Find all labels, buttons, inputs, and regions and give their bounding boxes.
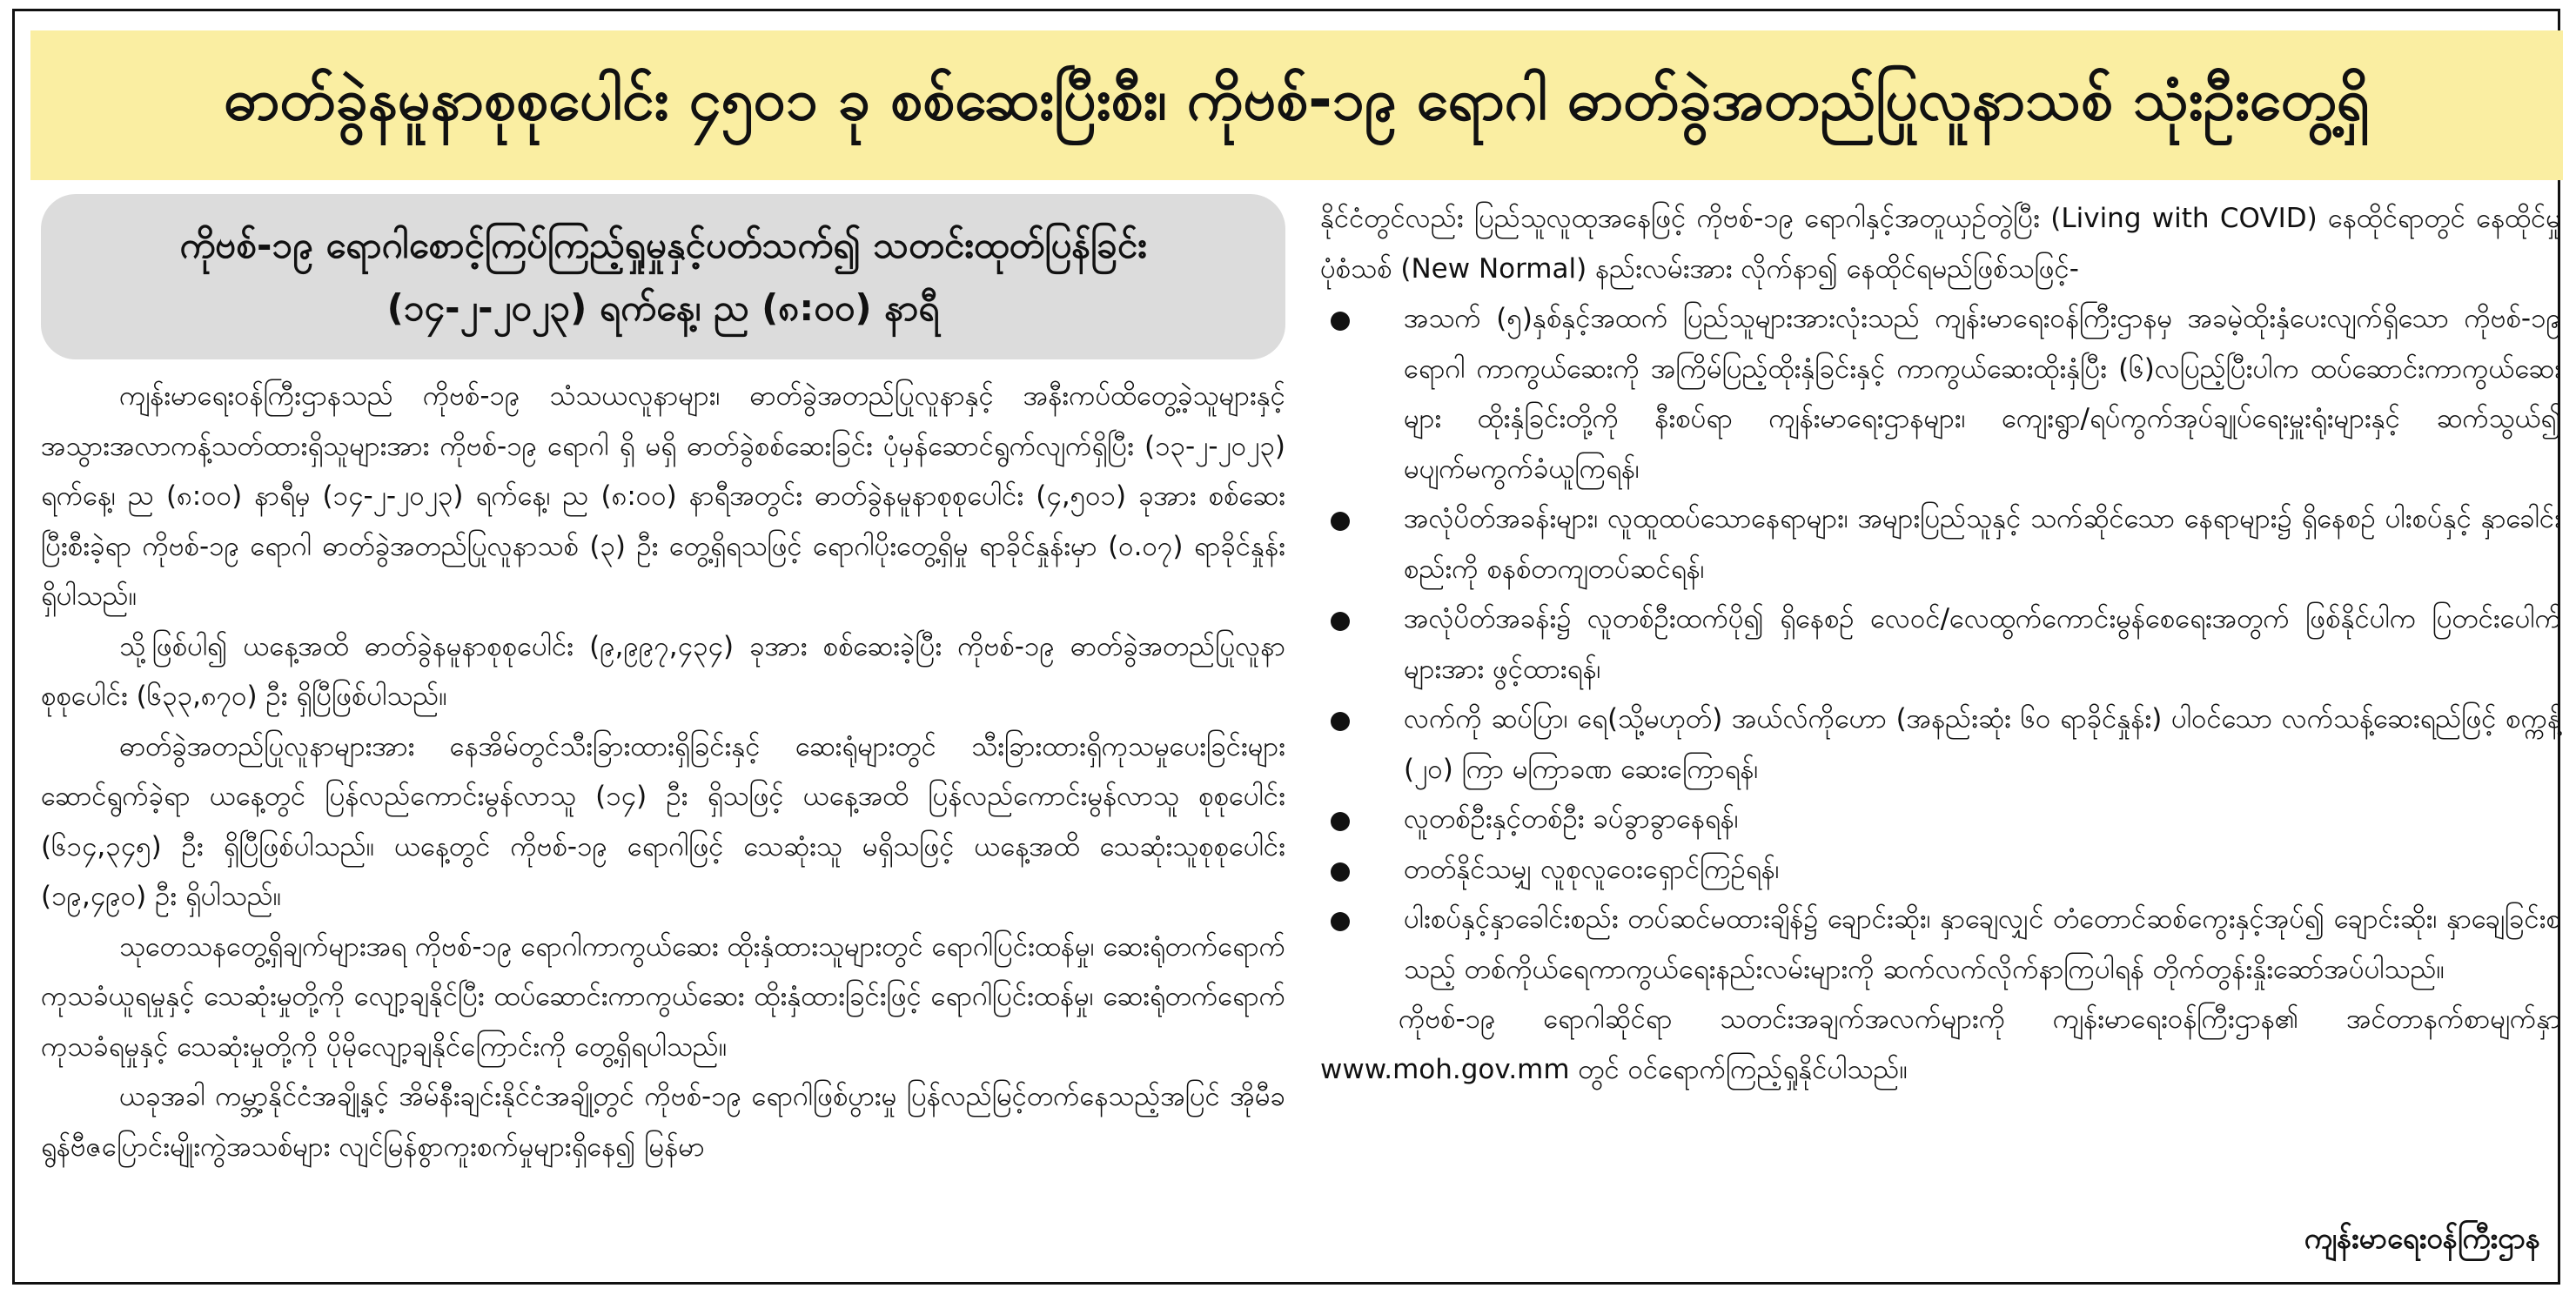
signature-ministry: ကျန်းမာရေးဝန်ကြီးဌာန [2304,1221,2540,1255]
paragraph-current-situation: ယခုအခါ ကမ္ဘာ့နိုင်ငံအချို့နှင့် အိမ်နီးချင်းနိုင်ငံအချို့တွင် ကိုဗစ်-၁၉ ရောဂါဖြစ်ပွားမှု ပြန်လည်မြင့်တက်နေသည့်အပြင် အိုမီခရွန်ဗီဇပြောင်းမျိုးကွဲအသစ်များ လျင်မြန်စွာကူးစက်မှုများရှိနေ၍ မြန်မာ [41,1081,1285,1163]
list-item [1320,845,2561,896]
list-item [1320,694,2561,795]
list-item-text: လက်ကို ဆပ်ပြာ၊ ရေ(သို့မဟုတ်) အယ်လ်ကိုဟော (အနည်းဆုံး ၆၀ ရာခိုင်နှုန်း) ပါဝင်သော လက်သန့်ဆေးရည်ဖြင့် စက္ကန့် (၂၀) ကြာ မကြာခဏ ဆေးကြောရန်၊ [1404,703,2561,785]
list-item [1320,795,2561,845]
list-item-text: ပါးစပ်နှင့်နှာခေါင်းစည်း တပ်ဆင်မထားချိန်၌ ချောင်းဆိုး၊ နှာချေလျှင် တံတောင်ဆစ်ကွေးနှင့်အုပ်၍ ချောင်းဆိုး၊ နှာချေခြင်းစသည့် တစ်ကိုယ်ရေကာကွယ်ရေးနည်းလမ်းများကို ဆက်လက်လိုက်နာကြပါရန် တိုက်တွန်းနှိုးဆော်အပ်ပါသည်။ [1404,903,2561,985]
paragraph-living-with-covid: နိုင်ငံတွင်လည်း ပြည်သူလူထုအနေဖြင့် ကိုဗစ်-၁၉ ရောဂါနှင့်အတူယှဉ်တွဲပြီး (Living with COVID) နေထိုင်ရာတွင် နေထိုင်မှုပုံစံသစ် (New Normal) နည်းလမ်းအား လိုက်နာ၍ နေထိုင်ရမည်ဖြစ်သဖြင့်- [1320,203,2561,285]
list-item-text: အလုံပိတ်အခန်း၌ လူတစ်ဦးထက်ပို၍ ရှိနေစဉ် လေဝင်/လေထွက်ကောင်းမွန်စေရေးအတွက် ဖြစ်နိုင်ပါက ပြတင်းပေါက်များအား ဖွင့်ထားရန်၊ [1404,603,2561,685]
bullet-icon [1331,812,1350,831]
paragraph-testing: ကျန်းမာရေးဝန်ကြီးဌာနသည် ကိုဗစ်-၁၉ သံသယလူနာများ၊ ဓာတ်ခွဲအတည်ပြုလူနာနှင့် အနီးကပ်ထိတွေ့ခဲ့သူများနှင့် အသွားအလာကန့်သတ်ထားရှိသူများအား ကိုဗစ်-၁၉ ရောဂါ ရှိ မရှိ ဓာတ်ခွဲစစ်ဆေးခြင်း ပုံမှန်ဆောင်ရွက်လျက်ရှိပြီး (၁၃-၂-၂၀၂၃) ရက်နေ့၊ ည (၈:၀၀) နာရီမှ (၁၄-၂-၂၀၂၃) ရက်နေ့၊ ည (၈:၀၀) နာရီအတွင်း ဓာတ်ခွဲနမူနာစုစုပေါင်း (၄,၅၀၁) ခုအား စစ်ဆေးပြီးစီးခဲ့ရာ ကိုဗစ်-၁၉ ရောဂါ ဓာတ်ခွဲအတည်ပြုလူနာသစ် (၃) ဦး တွေ့ရှိရသဖြင့် ရောဂါပိုးတွေ့ရှိမှု ရာခိုင်နှုန်းမှာ (၀.၀၇) ရာခိုင်နှုန်း ရှိပါသည်။ [41,380,1285,612]
paragraph-recoveries: ဓာတ်ခွဲအတည်ပြုလူနာများအား နေအိမ်တွင်သီးခြားထားရှိခြင်းနှင့် ဆေးရုံများတွင် သီးခြားထားရှိကုသမှုပေးခြင်းများ ဆောင်ရွက်ခဲ့ရာ ယနေ့တွင် ပြန်လည်ကောင်းမွန်လာသူ (၁၄) ဦး ရှိသဖြင့် ယနေ့အထိ ပြန်လည်ကောင်းမွန်လာသူ စုစုပေါင်း (၆၁၄,၃၄၅) ဦး ရှိပြီဖြစ်ပါသည်။ ယနေ့တွင် ကိုဗစ်-၁၉ ရောဂါဖြင့် သေဆုံးသူ မရှိသဖြင့် ယနေ့အထိ သေဆုံးသူစုစုပေါင်း (၁၉,၄၉၀) ဦး ရှိပါသည်။ [41,730,1285,912]
headline: ဓာတ်ခွဲနမူနာစုစုပေါင်း ၄၅၀၁ ခု စစ်ဆေးပြီးစီး၊ ကိုဗစ်-၁၉ ရောဂါ ဓာတ်ခွဲအတည်ပြုလူနာသစ် သုံးဦးတွေ့ရှိ [30,30,2563,180]
paragraph-website: ကိုဗစ်-၁၉ ရောဂါဆိုင်ရာ သတင်းအချက်အလက်များကို ကျန်းမာရေးဝန်ကြီးဌာန၏ အင်တာနက်စာမျက်နှာ www.moh.gov.mm တွင် ဝင်ရောက်ကြည့်ရှုနိုင်ပါသည်။ [1320,1003,2561,1085]
list-item-text: အသက် (၅)နှစ်နှင့်အထက် ပြည်သူများအားလုံးသည် ကျန်းမာရေးဝန်ကြီးဌာနမှ အခမဲ့ထိုးနှံပေးလျက်ရှိသော ကိုဗစ်-၁၉ ရောဂါ ကာကွယ်ဆေးကို အကြိမ်ပြည့်ထိုးနှံခြင်းနှင့် ကာကွယ်ဆေးထိုးနှံပြီး (၆)လပြည့်ပြီးပါက ထပ်ဆောင်းကာကွယ်ဆေးများ ထိုးနှံခြင်းတို့ကို နီးစပ်ရာ ကျန်းမာရေးဌာနများ၊ ကျေးရွာ/ရပ်ကွက်အုပ်ချုပ်ရေးမှူးရုံးများနှင့် ဆက်သွယ်၍ မပျက်မကွက်ခံယူကြရန်၊ [1404,303,2561,485]
announcement-frame [12,9,2560,1285]
list-item-text: လူတစ်ဦးနှင့်တစ်ဦး ခပ်ခွာခွာနေရန်၊ [1404,803,1739,835]
bullet-icon [1331,862,1350,882]
left-column [41,194,1285,1172]
right-column [1320,194,2561,1095]
list-item [1320,895,2561,995]
bullet-icon [1331,312,1350,331]
list-item [1320,494,2561,594]
guideline-list [1320,294,2561,995]
bullet-icon [1331,912,1350,931]
list-item-text: တတ်နိုင်သမျှ လူစုလူဝေးရှောင်ကြဉ်ရန်၊ [1404,853,1780,885]
subheading-title: ကိုဗစ်-၁၉ ရောဂါစောင့်ကြပ်ကြည့်ရှုမှုနှင့်ပတ်သက်၍ သတင်းထုတ်ပြန်ခြင်း [179,224,1147,266]
bullet-icon [1331,712,1350,731]
paragraph-research: သုတေသနတွေ့ရှိချက်များအရ ကိုဗစ်-၁၉ ရောဂါကာကွယ်ဆေး ထိုးနှံထားသူများတွင် ရောဂါပြင်းထန်မှု၊ ဆေးရုံတက်ရောက်ကုသခံယူရမှုနှင့် သေဆုံးမှုတို့ကို လျော့ချနိုင်ပြီး ထပ်ဆောင်းကာကွယ်ဆေး ထိုးနှံထားခြင်းဖြင့် ရောဂါပြင်းထန်မှု၊ ဆေးရုံတက်ရောက်ကုသခံရမှုနှင့် သေဆုံးမှုတို့ကို ပိုမိုလျော့ချနိုင်ကြောင်းကို တွေ့ရှိရပါသည်။ [41,930,1285,1063]
subheading-box [41,194,1285,359]
list-item-text: အလုံပိတ်အခန်းများ၊ လူထူထပ်သောနေရာများ၊ အများပြည်သူနှင့် သက်ဆိုင်သော နေရာများ၌ ရှိနေစဉ် ပါးစပ်နှင့် နှာခေါင်းစည်းကို စနစ်တကျတပ်ဆင်ရန်၊ [1404,503,2561,585]
paragraph-totals: သို့ဖြစ်ပါ၍ ယနေ့အထိ ဓာတ်ခွဲနမူနာစုစုပေါင်း (၉,၉၉၇,၄၃၄) ခုအား စစ်ဆေးခဲ့ပြီး ကိုဗစ်-၁၉ ဓာတ်ခွဲအတည်ပြုလူနာ စုစုပေါင်း (၆၃၃,၈၇၀) ဦး ရှိပြီဖြစ်ပါသည်။ [41,630,1285,712]
subheading-date: (၁၄-၂-၂၀၂၃) ရက်နေ့၊ ည (၈:၀၀) နာရီ [386,286,940,329]
bullet-icon [1331,612,1350,631]
list-item [1320,294,2561,494]
list-item [1320,594,2561,694]
bullet-icon [1331,512,1350,531]
